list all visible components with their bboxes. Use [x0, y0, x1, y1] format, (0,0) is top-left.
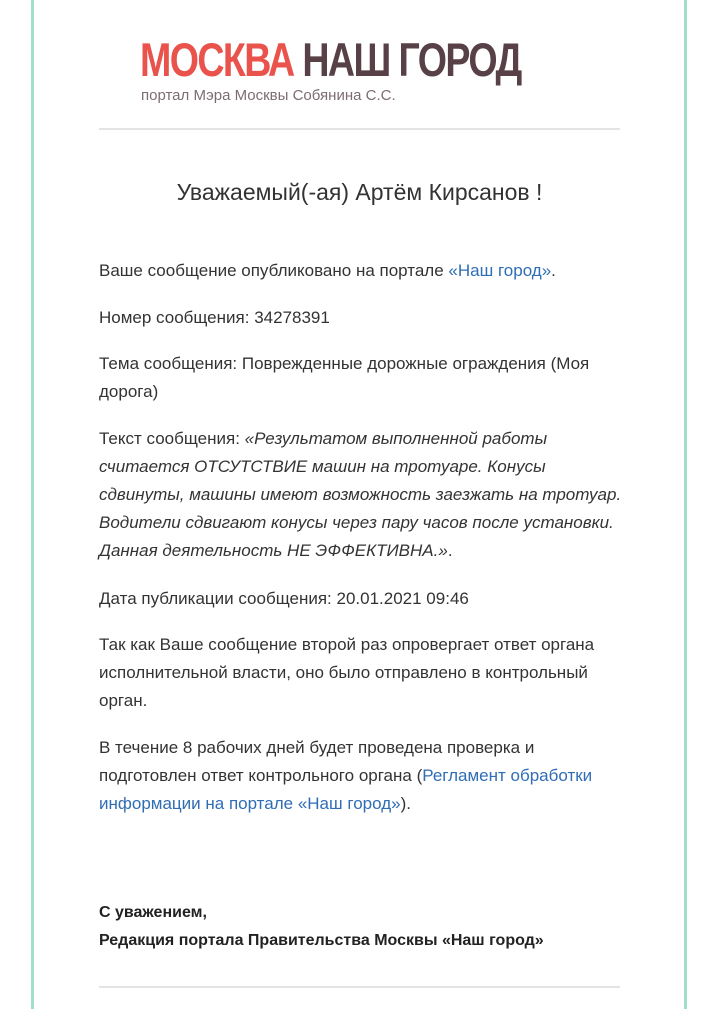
signature-editorial: Редакция портала Правительства Москвы «Наш город»: [99, 932, 544, 949]
message-topic-label: Тема сообщения:: [99, 354, 242, 373]
left-border: [31, 0, 34, 1009]
message-topic: Поврежденные дорожные ограждения (Моя дорога): [99, 354, 590, 401]
portal-link[interactable]: «Наш город»: [448, 261, 552, 280]
published-paragraph: [99, 257, 624, 285]
logo-gorod: НАШ ГОРОД: [302, 33, 521, 86]
logo-subtitle: портал Мэра Москвы Собянина С.С.: [141, 87, 396, 104]
right-border: [684, 0, 687, 1009]
publication-date: 20.01.2021 09:46: [336, 589, 469, 608]
check-paragraph: [99, 734, 624, 818]
publication-date-label: Дата публикации сообщения:: [99, 589, 337, 608]
message-number: 34278391: [254, 308, 330, 327]
portal-logo[interactable]: [140, 33, 521, 114]
footer-divider: [99, 986, 620, 988]
logo-title: [140, 34, 521, 86]
message-text-end: .: [447, 541, 453, 560]
message-text-paragraph: [99, 425, 624, 565]
signature-regards: С уважением,: [99, 904, 207, 921]
check-end: ).: [400, 794, 411, 813]
control-paragraph: Так как Ваше сообщение второй раз опровергает ответ органа исполнительной власти, оно было отправлено в контрольный орган.: [99, 635, 595, 710]
message-topic-paragraph: [99, 350, 624, 406]
publication-date-paragraph: [99, 585, 624, 613]
check-text: В течение 8 рабочих дней будет проведена проверка и подготовлен ответ контрольного органа (: [99, 738, 535, 785]
header-divider: [99, 128, 620, 130]
message-text: «Результатом выполненной работы считается ОТСУТСТВИЕ машин на тротуаре. Конусы сдвинуты, машины имеют возможность заезжать на тротуар. Водители сдвигают конусы через пару часов после установки. Данная деятельность НЕ ЭФФЕКТИВНА.»: [99, 429, 622, 560]
message-number-paragraph: [99, 304, 624, 332]
greeting-heading: Уважаемый(-ая) Артём Кирсанов !: [176, 179, 543, 205]
signature-block: [99, 899, 639, 955]
published-end: .: [551, 261, 556, 280]
message-text-label: Текст сообщения:: [99, 429, 245, 448]
logo-moskva: МОСКВА: [140, 33, 294, 86]
published-text: Ваше сообщение опубликовано на портале: [99, 261, 449, 280]
message-number-label: Номер сообщения:: [99, 308, 255, 327]
regulation-link[interactable]: Регламент обработки информации на портале «Наш город»: [99, 766, 593, 813]
